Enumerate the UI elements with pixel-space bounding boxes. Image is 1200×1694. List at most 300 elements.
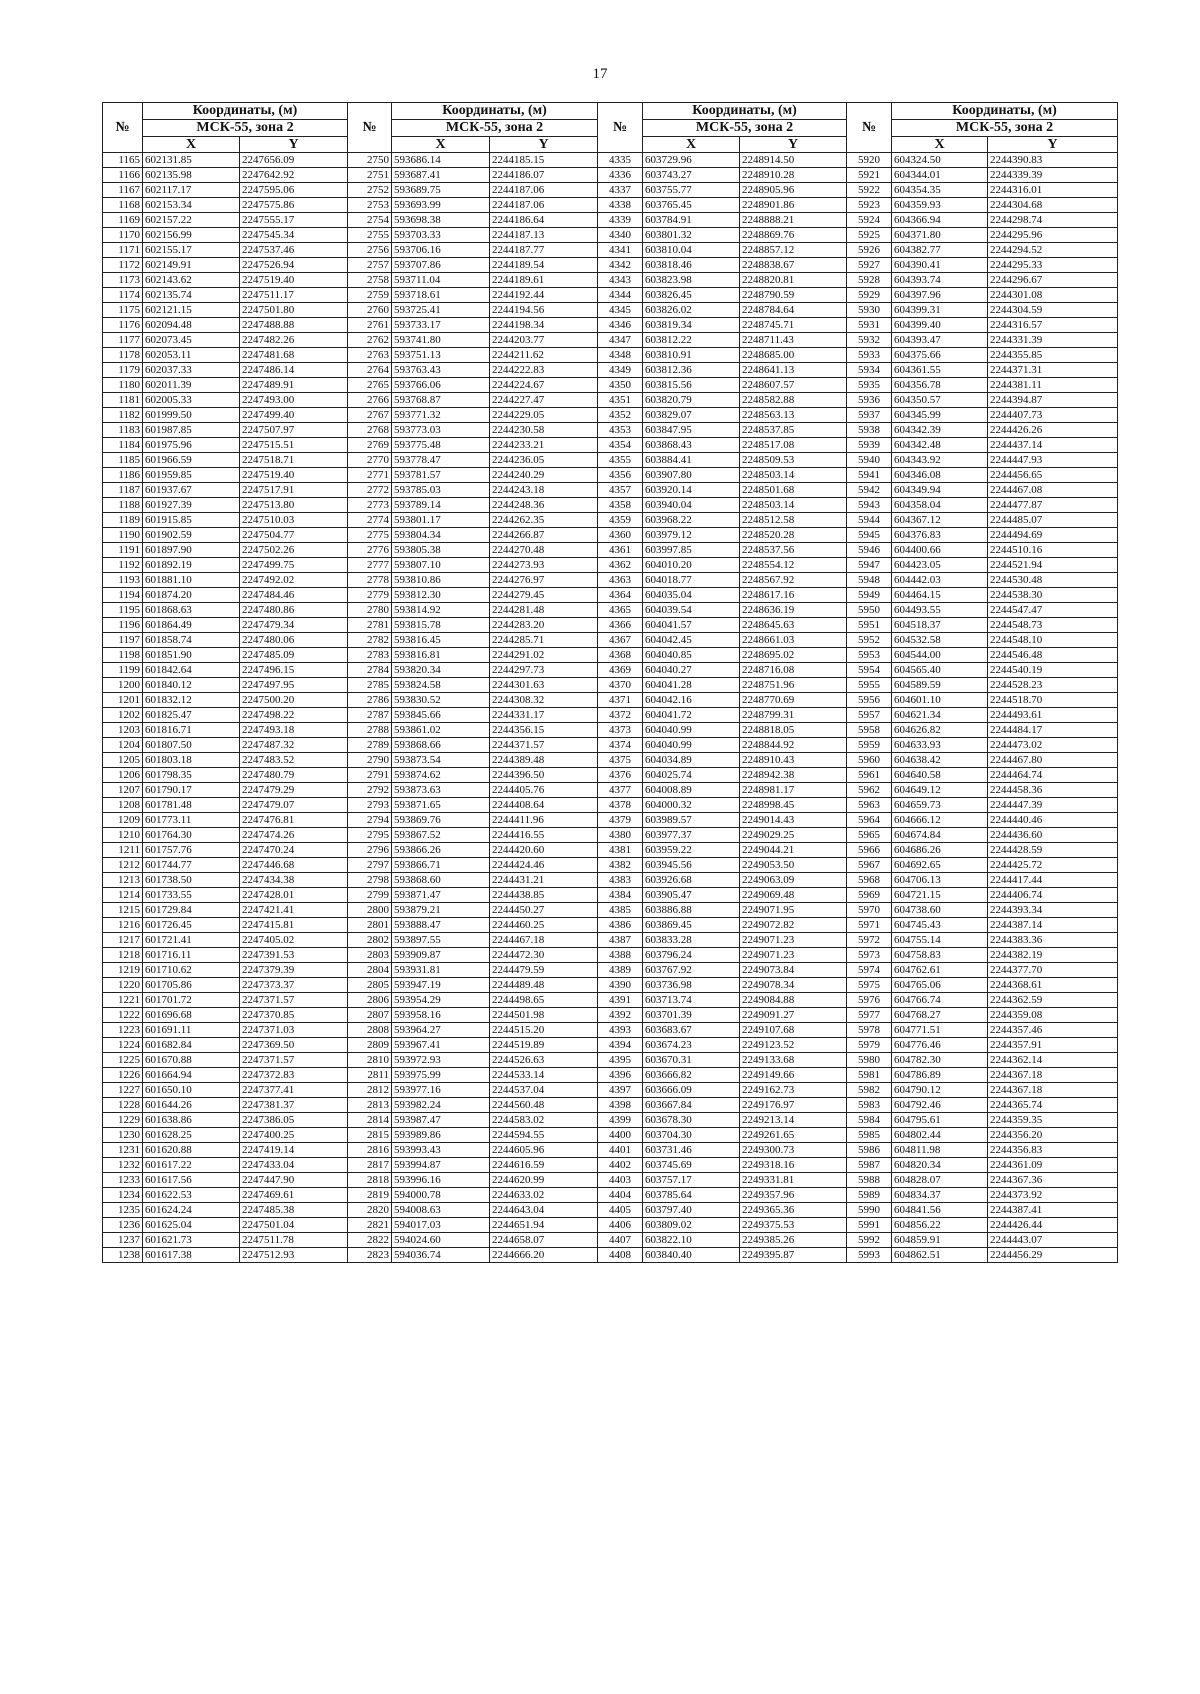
point-number-cell: 2807 [348, 1008, 392, 1023]
x-coordinate-cell: 601987.85 [143, 423, 240, 438]
y-coordinate-cell: 2244283.20 [490, 618, 598, 633]
y-coordinate-cell: 2247405.02 [240, 933, 348, 948]
x-coordinate-cell: 604792.46 [892, 1098, 988, 1113]
x-coordinate-cell: 601628.25 [143, 1128, 240, 1143]
point-number-cell: 2792 [348, 783, 392, 798]
point-number-cell: 4387 [598, 933, 643, 948]
x-coordinate-cell: 593711.04 [392, 273, 490, 288]
x-coordinate-cell: 604018.77 [643, 573, 740, 588]
point-number-cell: 5982 [847, 1083, 892, 1098]
x-coordinate-cell: 604349.94 [892, 483, 988, 498]
y-coordinate-cell: 2247485.38 [240, 1203, 348, 1218]
y-coordinate-cell: 2248857.12 [740, 243, 847, 258]
point-number-cell: 2810 [348, 1053, 392, 1068]
y-coordinate-cell: 2244546.48 [988, 648, 1118, 663]
y-coordinate-cell: 2249300.73 [740, 1143, 847, 1158]
header-row-titles [103, 103, 1118, 120]
x-coordinate-cell: 603884.41 [643, 453, 740, 468]
point-number-cell: 4374 [598, 738, 643, 753]
x-coordinate-cell: 604376.83 [892, 528, 988, 543]
table-row [103, 588, 1118, 603]
y-coordinate-cell: 2249318.16 [740, 1158, 847, 1173]
point-number-cell: 2750 [348, 153, 392, 168]
x-coordinate-cell: 601670.88 [143, 1053, 240, 1068]
point-number-cell: 2771 [348, 468, 392, 483]
y-coordinate-cell: 2244187.06 [490, 183, 598, 198]
y-coordinate-cell: 2249375.53 [740, 1218, 847, 1233]
x-coordinate-cell: 604000.32 [643, 798, 740, 813]
point-number-cell: 2786 [348, 693, 392, 708]
point-number-cell: 2801 [348, 918, 392, 933]
y-coordinate-cell: 2244356.83 [988, 1143, 1118, 1158]
point-number-cell: 2816 [348, 1143, 392, 1158]
point-number-cell: 5949 [847, 588, 892, 603]
point-number-cell: 2761 [348, 318, 392, 333]
x-coordinate-cell: 604375.66 [892, 348, 988, 363]
y-coordinate-cell: 2244416.55 [490, 828, 598, 843]
point-number-cell: 2757 [348, 258, 392, 273]
y-coordinate-cell: 2244408.64 [490, 798, 598, 813]
y-coordinate-cell: 2247499.40 [240, 408, 348, 423]
x-coordinate-cell: 593693.99 [392, 198, 490, 213]
point-number-cell: 1177 [103, 333, 143, 348]
y-coordinate-cell: 2244356.20 [988, 1128, 1118, 1143]
point-number-cell: 1204 [103, 738, 143, 753]
y-coordinate-cell: 2244396.50 [490, 768, 598, 783]
table-row [103, 183, 1118, 198]
x-coordinate-cell: 603767.92 [643, 963, 740, 978]
x-coordinate-cell: 604324.50 [892, 153, 988, 168]
point-number-cell: 4354 [598, 438, 643, 453]
x-coordinate-cell: 604811.98 [892, 1143, 988, 1158]
point-number-cell: 5993 [847, 1248, 892, 1263]
x-header: X [392, 137, 490, 153]
y-coordinate-cell: 2247575.86 [240, 198, 348, 213]
x-coordinate-cell: 593954.29 [392, 993, 490, 1008]
table-row [103, 678, 1118, 693]
coords-title-header: Координаты, (м) [392, 103, 598, 120]
table-row [103, 1233, 1118, 1248]
table-row [103, 903, 1118, 918]
y-coordinate-cell: 2247510.03 [240, 513, 348, 528]
x-coordinate-cell: 604686.26 [892, 843, 988, 858]
point-number-cell: 1235 [103, 1203, 143, 1218]
x-coordinate-cell: 603785.64 [643, 1188, 740, 1203]
point-number-cell: 2775 [348, 528, 392, 543]
table-row [103, 213, 1118, 228]
x-coordinate-cell: 601621.73 [143, 1233, 240, 1248]
x-coordinate-cell: 604399.40 [892, 318, 988, 333]
point-number-cell: 5938 [847, 423, 892, 438]
y-coordinate-cell: 2247487.32 [240, 738, 348, 753]
point-number-cell: 1173 [103, 273, 143, 288]
point-number-cell: 1197 [103, 633, 143, 648]
y-coordinate-cell: 2244224.67 [490, 378, 598, 393]
point-number-cell: 5937 [847, 408, 892, 423]
x-coordinate-cell: 603674.23 [643, 1038, 740, 1053]
point-number-cell: 4400 [598, 1128, 643, 1143]
point-number-cell: 1166 [103, 168, 143, 183]
x-coordinate-cell: 602135.98 [143, 168, 240, 183]
y-coordinate-cell: 2244331.17 [490, 708, 598, 723]
point-number-cell: 5968 [847, 873, 892, 888]
x-coordinate-cell: 604345.99 [892, 408, 988, 423]
point-number-cell: 2809 [348, 1038, 392, 1053]
point-number-cell: 1215 [103, 903, 143, 918]
x-coordinate-cell: 604795.61 [892, 1113, 988, 1128]
table-row [103, 1008, 1118, 1023]
y-coordinate-cell: 2244417.44 [988, 873, 1118, 888]
y-coordinate-cell: 2247502.26 [240, 543, 348, 558]
x-coordinate-cell: 604768.27 [892, 1008, 988, 1023]
point-number-cell: 2823 [348, 1248, 392, 1263]
point-number-cell: 5952 [847, 633, 892, 648]
point-number-cell: 2818 [348, 1173, 392, 1188]
y-coordinate-cell: 2244308.32 [490, 693, 598, 708]
table-row [103, 723, 1118, 738]
y-coordinate-cell: 2249395.87 [740, 1248, 847, 1263]
y-coordinate-cell: 2244616.59 [490, 1158, 598, 1173]
x-coordinate-cell: 604765.06 [892, 978, 988, 993]
x-coordinate-cell: 593967.41 [392, 1038, 490, 1053]
x-coordinate-cell: 604633.93 [892, 738, 988, 753]
y-coordinate-cell: 2247479.34 [240, 618, 348, 633]
x-coordinate-cell: 601691.11 [143, 1023, 240, 1038]
point-number-cell: 4388 [598, 948, 643, 963]
point-number-cell: 2760 [348, 303, 392, 318]
x-coordinate-cell: 594008.63 [392, 1203, 490, 1218]
point-number-cell: 1167 [103, 183, 143, 198]
x-coordinate-cell: 594000.78 [392, 1188, 490, 1203]
y-coordinate-cell: 2244186.07 [490, 168, 598, 183]
x-coordinate-cell: 604706.13 [892, 873, 988, 888]
x-coordinate-cell: 601927.39 [143, 498, 240, 513]
table-row [103, 363, 1118, 378]
x-coordinate-cell: 601710.62 [143, 963, 240, 978]
point-number-cell: 5943 [847, 498, 892, 513]
point-number-cell: 2772 [348, 483, 392, 498]
x-coordinate-cell: 602149.91 [143, 258, 240, 273]
y-coordinate-cell: 2244365.74 [988, 1098, 1118, 1113]
y-header: Y [240, 137, 348, 153]
y-coordinate-cell: 2248751.96 [740, 678, 847, 693]
point-number-cell: 5978 [847, 1023, 892, 1038]
point-number-cell: 4406 [598, 1218, 643, 1233]
table-row [103, 573, 1118, 588]
y-coordinate-cell: 2244367.18 [988, 1083, 1118, 1098]
x-coordinate-cell: 604638.42 [892, 753, 988, 768]
point-number-cell: 4344 [598, 288, 643, 303]
x-coordinate-cell: 603755.77 [643, 183, 740, 198]
y-coordinate-cell: 2248942.38 [740, 768, 847, 783]
point-number-cell: 2791 [348, 768, 392, 783]
x-coordinate-cell: 601959.85 [143, 468, 240, 483]
x-coordinate-cell: 601622.53 [143, 1188, 240, 1203]
table-row [103, 963, 1118, 978]
coords-system-header: МСК-55, зона 2 [392, 120, 598, 137]
x-coordinate-cell: 603797.40 [643, 1203, 740, 1218]
point-number-cell: 4359 [598, 513, 643, 528]
y-coordinate-cell: 2244407.73 [988, 408, 1118, 423]
x-coordinate-cell: 593781.57 [392, 468, 490, 483]
x-coordinate-cell: 603822.10 [643, 1233, 740, 1248]
y-coordinate-cell: 2244301.08 [988, 288, 1118, 303]
y-coordinate-cell: 2244484.17 [988, 723, 1118, 738]
table-row [103, 858, 1118, 873]
x-coordinate-cell: 593888.47 [392, 918, 490, 933]
point-number-cell: 4365 [598, 603, 643, 618]
point-number-cell: 4353 [598, 423, 643, 438]
y-coordinate-cell: 2248537.85 [740, 423, 847, 438]
x-coordinate-cell: 603713.74 [643, 993, 740, 1008]
x-coordinate-cell: 604828.07 [892, 1173, 988, 1188]
table-row [103, 1173, 1118, 1188]
x-coordinate-cell: 601915.85 [143, 513, 240, 528]
x-coordinate-cell: 593778.47 [392, 453, 490, 468]
x-coordinate-cell: 603810.04 [643, 243, 740, 258]
point-number-cell: 4342 [598, 258, 643, 273]
y-coordinate-cell: 2248695.02 [740, 648, 847, 663]
y-coordinate-cell: 2244359.35 [988, 1113, 1118, 1128]
x-coordinate-cell: 593771.32 [392, 408, 490, 423]
y-coordinate-cell: 2244467.80 [988, 753, 1118, 768]
point-number-cell: 4336 [598, 168, 643, 183]
y-coordinate-cell: 2248512.58 [740, 513, 847, 528]
table-row [103, 273, 1118, 288]
point-number-cell: 5963 [847, 798, 892, 813]
point-number-cell: 1172 [103, 258, 143, 273]
y-coordinate-cell: 2244405.76 [490, 783, 598, 798]
y-coordinate-cell: 2244357.91 [988, 1038, 1118, 1053]
y-coordinate-cell: 2244240.29 [490, 468, 598, 483]
y-coordinate-cell: 2244339.39 [988, 168, 1118, 183]
y-coordinate-cell: 2248869.76 [740, 228, 847, 243]
table-row [103, 1248, 1118, 1263]
point-number-cell: 5944 [847, 513, 892, 528]
point-number-cell: 2755 [348, 228, 392, 243]
y-coordinate-cell: 2247379.39 [240, 963, 348, 978]
point-number-cell: 2766 [348, 393, 392, 408]
x-coordinate-cell: 593871.65 [392, 798, 490, 813]
x-coordinate-cell: 601726.45 [143, 918, 240, 933]
x-coordinate-cell: 593814.92 [392, 603, 490, 618]
y-coordinate-cell: 2247470.24 [240, 843, 348, 858]
y-coordinate-cell: 2247371.57 [240, 1053, 348, 1068]
y-coordinate-cell: 2244437.14 [988, 438, 1118, 453]
x-coordinate-cell: 604674.84 [892, 828, 988, 843]
y-coordinate-cell: 2244243.18 [490, 483, 598, 498]
point-number-cell: 1226 [103, 1068, 143, 1083]
table-row [103, 1083, 1118, 1098]
y-coordinate-cell: 2247595.06 [240, 183, 348, 198]
x-coordinate-cell: 593807.10 [392, 558, 490, 573]
page-number: 17 [592, 66, 608, 82]
y-coordinate-cell: 2249331.81 [740, 1173, 847, 1188]
y-coordinate-cell: 2244367.18 [988, 1068, 1118, 1083]
y-coordinate-cell: 2247642.92 [240, 168, 348, 183]
x-coordinate-cell: 603810.91 [643, 348, 740, 363]
point-number-cell: 5987 [847, 1158, 892, 1173]
point-number-cell: 4366 [598, 618, 643, 633]
y-coordinate-cell: 2247446.68 [240, 858, 348, 873]
point-number-cell: 2752 [348, 183, 392, 198]
point-number-cell: 5989 [847, 1188, 892, 1203]
point-number-cell: 1221 [103, 993, 143, 1008]
x-coordinate-cell: 593801.17 [392, 513, 490, 528]
point-number-cell: 2815 [348, 1128, 392, 1143]
x-coordinate-cell: 604790.12 [892, 1083, 988, 1098]
y-coordinate-cell: 2249078.34 [740, 978, 847, 993]
x-coordinate-cell: 593810.86 [392, 573, 490, 588]
x-coordinate-cell: 593868.66 [392, 738, 490, 753]
point-number-cell: 5985 [847, 1128, 892, 1143]
point-number-cell: 2802 [348, 933, 392, 948]
point-number-cell: 1183 [103, 423, 143, 438]
y-coordinate-cell: 2244371.57 [490, 738, 598, 753]
coords-system-header: МСК-55, зона 2 [143, 120, 348, 137]
point-number-cell: 5933 [847, 348, 892, 363]
y-coordinate-cell: 2247512.93 [240, 1248, 348, 1263]
x-coordinate-cell: 604354.35 [892, 183, 988, 198]
x-coordinate-cell: 604390.41 [892, 258, 988, 273]
y-coordinate-cell: 2244291.02 [490, 648, 598, 663]
y-coordinate-cell: 2244426.26 [988, 423, 1118, 438]
x-coordinate-cell: 603704.30 [643, 1128, 740, 1143]
point-number-cell: 1237 [103, 1233, 143, 1248]
x-coordinate-cell: 604802.44 [892, 1128, 988, 1143]
y-coordinate-cell: 2244377.70 [988, 963, 1118, 978]
point-number-cell: 4407 [598, 1233, 643, 1248]
x-coordinate-cell: 604042.16 [643, 693, 740, 708]
x-coordinate-cell: 593873.63 [392, 783, 490, 798]
point-number-cell: 1216 [103, 918, 143, 933]
y-coordinate-cell: 2247370.85 [240, 1008, 348, 1023]
y-coordinate-cell: 2244192.44 [490, 288, 598, 303]
x-coordinate-cell: 601664.94 [143, 1068, 240, 1083]
point-number-cell: 1165 [103, 153, 143, 168]
y-coordinate-cell: 2247415.81 [240, 918, 348, 933]
table-row [103, 408, 1118, 423]
y-coordinate-cell: 2247498.22 [240, 708, 348, 723]
y-coordinate-cell: 2247545.34 [240, 228, 348, 243]
x-coordinate-cell: 604393.74 [892, 273, 988, 288]
point-number-cell: 4390 [598, 978, 643, 993]
y-coordinate-cell: 2244518.70 [988, 693, 1118, 708]
x-coordinate-cell: 593909.87 [392, 948, 490, 963]
x-coordinate-cell: 593815.78 [392, 618, 490, 633]
point-number-cell: 5988 [847, 1173, 892, 1188]
y-coordinate-cell: 2244450.27 [490, 903, 598, 918]
y-coordinate-cell: 2249091.27 [740, 1008, 847, 1023]
y-coordinate-cell: 2244494.69 [988, 528, 1118, 543]
point-number-cell: 1214 [103, 888, 143, 903]
x-coordinate-cell: 593964.27 [392, 1023, 490, 1038]
y-coordinate-cell: 2244425.72 [988, 858, 1118, 873]
y-coordinate-cell: 2248888.21 [740, 213, 847, 228]
table-row [103, 318, 1118, 333]
x-coordinate-cell: 601975.96 [143, 438, 240, 453]
x-coordinate-cell: 604040.99 [643, 723, 740, 738]
y-coordinate-cell: 2249133.68 [740, 1053, 847, 1068]
y-coordinate-cell: 2248563.13 [740, 408, 847, 423]
x-coordinate-cell: 604356.78 [892, 378, 988, 393]
table-row [103, 1143, 1118, 1158]
x-coordinate-cell: 602131.85 [143, 153, 240, 168]
x-coordinate-cell: 603745.69 [643, 1158, 740, 1173]
x-coordinate-cell: 604361.55 [892, 363, 988, 378]
x-coordinate-cell: 593866.71 [392, 858, 490, 873]
point-number-cell: 2795 [348, 828, 392, 843]
y-coordinate-cell: 2244222.83 [490, 363, 598, 378]
x-coordinate-cell: 602156.99 [143, 228, 240, 243]
x-coordinate-cell: 601840.12 [143, 678, 240, 693]
y-coordinate-cell: 2248844.92 [740, 738, 847, 753]
point-number-cell: 1207 [103, 783, 143, 798]
table-row [103, 888, 1118, 903]
table-row [103, 768, 1118, 783]
y-coordinate-cell: 2244296.67 [988, 273, 1118, 288]
point-number-cell: 2822 [348, 1233, 392, 1248]
y-coordinate-cell: 2247500.20 [240, 693, 348, 708]
x-coordinate-cell: 601644.26 [143, 1098, 240, 1113]
y-coordinate-cell: 2244248.36 [490, 498, 598, 513]
x-coordinate-cell: 604544.00 [892, 648, 988, 663]
table-row [103, 663, 1118, 678]
y-coordinate-cell: 2244428.59 [988, 843, 1118, 858]
y-coordinate-cell: 2244187.77 [490, 243, 598, 258]
x-coordinate-cell: 604738.60 [892, 903, 988, 918]
x-coordinate-cell: 604518.37 [892, 618, 988, 633]
x-coordinate-cell: 593994.87 [392, 1158, 490, 1173]
point-number-cell: 1211 [103, 843, 143, 858]
y-coordinate-cell: 2244521.94 [988, 558, 1118, 573]
point-number-cell: 2800 [348, 903, 392, 918]
x-coordinate-cell: 601738.50 [143, 873, 240, 888]
point-number-cell: 5928 [847, 273, 892, 288]
x-coordinate-cell: 603920.14 [643, 483, 740, 498]
point-number-cell: 1186 [103, 468, 143, 483]
point-number-cell: 5977 [847, 1008, 892, 1023]
y-coordinate-cell: 2244361.09 [988, 1158, 1118, 1173]
point-number-cell: 4347 [598, 333, 643, 348]
table-row [103, 648, 1118, 663]
y-header: Y [490, 137, 598, 153]
point-number-cell: 4383 [598, 873, 643, 888]
table-row [103, 1113, 1118, 1128]
y-coordinate-cell: 2249071.23 [740, 948, 847, 963]
x-coordinate-cell: 603801.32 [643, 228, 740, 243]
y-coordinate-cell: 2248838.67 [740, 258, 847, 273]
point-number-cell: 1191 [103, 543, 143, 558]
y-coordinate-cell: 2244547.47 [988, 603, 1118, 618]
x-coordinate-cell: 601881.10 [143, 573, 240, 588]
point-number-cell: 5980 [847, 1053, 892, 1068]
point-number-cell: 1193 [103, 573, 143, 588]
y-coordinate-cell: 2249071.23 [740, 933, 847, 948]
y-coordinate-cell: 2247381.37 [240, 1098, 348, 1113]
x-coordinate-cell: 604859.91 [892, 1233, 988, 1248]
point-number-cell: 5921 [847, 168, 892, 183]
x-header: X [643, 137, 740, 153]
point-number-cell: 5992 [847, 1233, 892, 1248]
point-number-cell: 4352 [598, 408, 643, 423]
y-coordinate-cell: 2248537.56 [740, 543, 847, 558]
point-number-cell: 5962 [847, 783, 892, 798]
x-coordinate-cell: 603666.82 [643, 1068, 740, 1083]
x-coordinate-cell: 603940.04 [643, 498, 740, 513]
y-coordinate-cell: 2244236.05 [490, 453, 598, 468]
x-coordinate-cell: 593975.99 [392, 1068, 490, 1083]
